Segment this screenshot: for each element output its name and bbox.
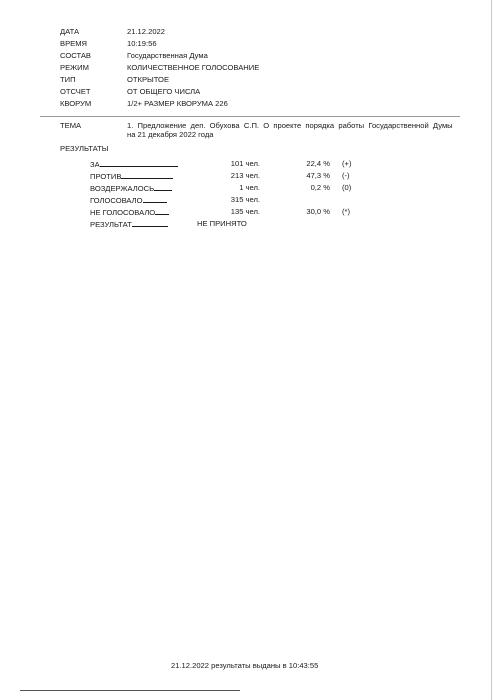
result-percent: 47,3 % <box>306 171 330 180</box>
footer-issued-at: 21.12.2022 результаты выданы в 10:43:55 <box>171 661 319 670</box>
result-percent: 30,0 % <box>306 207 330 216</box>
result-label: ПРОТИВ <box>90 172 173 181</box>
result-percent: 22,4 % <box>306 159 330 168</box>
header-value: Государственная Дума <box>127 51 208 60</box>
header-value: ОТ ОБЩЕГО ЧИСЛА <box>127 87 201 96</box>
header-label: КВОРУМ <box>60 99 92 108</box>
fill-line <box>155 208 169 215</box>
result-label: ЗА <box>90 160 178 169</box>
scan-edge-right <box>491 0 492 700</box>
result-sign: (+) <box>342 159 352 168</box>
result-label: РЕЗУЛЬТАТ <box>90 220 168 229</box>
topic-text-line1: 1. Предложение деп. Обухова С.П. О проекте порядка работы Государственной Думы <box>127 121 453 130</box>
result-count: 101 чел. <box>230 159 260 168</box>
result-sign: (0) <box>342 183 352 192</box>
header-label: РЕЖИМ <box>60 63 89 72</box>
fill-line <box>154 184 172 191</box>
header-label: ВРЕМЯ <box>60 39 88 48</box>
header-label: ОТСЧЕТ <box>60 87 91 96</box>
fill-line <box>143 196 167 203</box>
header-value: КОЛИЧЕСТВЕННОЕ ГОЛОСОВАНИЕ <box>127 63 260 72</box>
header-value: 1/2+ РАЗМЕР КВОРУМА 226 <box>127 99 228 108</box>
result-percent: 0,2 % <box>310 183 330 192</box>
scan-edge-bottom <box>20 690 240 691</box>
header-label: СОСТАВ <box>60 51 91 60</box>
result-sign: (-) <box>342 171 350 180</box>
topic-text-line2: на 21 декабря 2022 года <box>127 130 214 139</box>
header-label: ТИП <box>60 75 76 84</box>
result-value: НЕ ПРИНЯТО <box>197 219 247 228</box>
divider <box>40 116 460 117</box>
result-count: 213 чел. <box>230 171 260 180</box>
fill-line <box>121 172 173 179</box>
header-label: ДАТА <box>60 27 80 36</box>
header-value: 21.12.2022 <box>127 27 166 36</box>
result-sign: (*) <box>342 207 351 216</box>
topic-label: ТЕМА <box>60 121 82 130</box>
result-label: ВОЗДЕРЖАЛОСЬ <box>90 184 172 193</box>
fill-line <box>100 160 178 167</box>
result-label: НЕ ГОЛОСОВАЛО <box>90 208 169 217</box>
result-count: 135 чел. <box>230 207 260 216</box>
result-count: 315 чел. <box>230 195 260 204</box>
result-count: 1 чел. <box>239 183 260 192</box>
fill-line <box>132 220 168 227</box>
header-value: 10:19:56 <box>127 39 157 48</box>
result-label: ГОЛОСОВАЛО <box>90 196 167 205</box>
results-title: РЕЗУЛЬТАТЫ <box>60 144 109 153</box>
header-value: ОТКРЫТОЕ <box>127 75 170 84</box>
